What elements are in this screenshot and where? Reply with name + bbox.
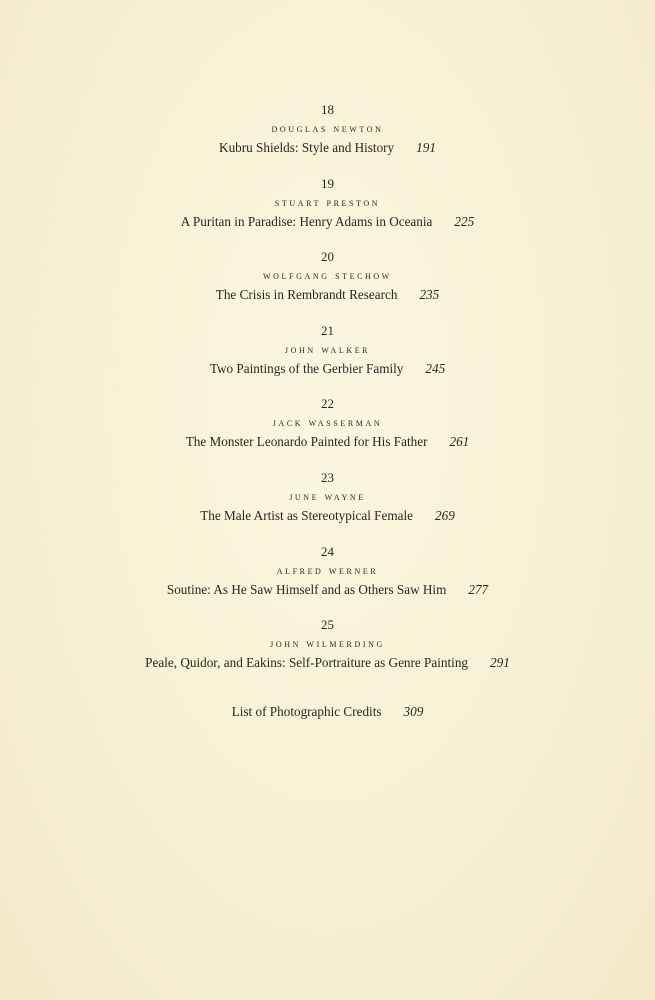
page-number: 245 — [425, 360, 446, 376]
chapter-title: Peale, Quidor, and Eakins: Self-Portraiture as Genre Painting — [145, 655, 469, 671]
page-number: 191 — [416, 140, 436, 155]
toc-entry — [0, 247, 655, 321]
toc-entry — [0, 100, 655, 174]
toc-entry — [0, 174, 655, 248]
toc-entry — [0, 542, 655, 616]
chapter-title: The Crisis in Rembrandt Research — [215, 287, 398, 303]
chapter-number: 21 — [321, 322, 334, 338]
chapter-title-line — [0, 506, 655, 526]
author-name: john walker — [284, 343, 371, 356]
author-name: douglas newton — [271, 123, 384, 135]
chapter-number: 25 — [321, 617, 334, 633]
chapter-title: Kubru Shields: Style and History — [219, 140, 395, 155]
chapter-title: A Puritan in Paradise: Henry Adams in Oceania — [180, 213, 433, 229]
chapter-number: 19 — [321, 175, 334, 191]
toc-entry — [0, 394, 655, 468]
chapter-title: Two Paintings of the Gerbier Family — [209, 360, 404, 376]
chapter-title: Soutine: As He Saw Himself and as Others Saw Him — [166, 581, 447, 597]
toc-entry — [0, 321, 655, 395]
author-name: alfred werner — [276, 564, 379, 577]
page-number: 235 — [419, 287, 440, 303]
author-name: stuart preston — [274, 196, 381, 209]
chapter-title-line — [0, 432, 655, 452]
credits-line — [0, 702, 655, 722]
chapter-title-line — [0, 653, 655, 673]
author-name: jack wasserman — [272, 417, 383, 430]
chapter-title: The Monster Leonardo Painted for His Father — [185, 434, 428, 450]
table-of-contents — [0, 100, 655, 689]
toc-entry — [0, 615, 655, 689]
credits-page-number: 309 — [403, 704, 424, 719]
author-name: wolfgang stechow — [263, 270, 392, 283]
chapter-title-line — [0, 212, 655, 232]
chapter-number: 20 — [321, 249, 334, 265]
credits-title: List of Photographic Credits — [231, 704, 382, 719]
chapter-number: 18 — [321, 102, 334, 117]
page-number: 225 — [454, 213, 475, 229]
chapter-number: 23 — [321, 469, 334, 485]
chapter-title-line — [0, 580, 655, 600]
author-name: june wayne — [289, 490, 366, 503]
page-number: 261 — [449, 434, 470, 450]
page-number: 291 — [490, 655, 510, 671]
chapter-title: The Male Artist as Stereotypical Female — [200, 507, 413, 523]
chapter-number: 22 — [321, 396, 334, 412]
chapter-title-line — [0, 138, 655, 158]
page-number: 269 — [435, 507, 455, 523]
chapter-number: 24 — [321, 543, 334, 559]
chapter-title-line — [0, 359, 655, 379]
chapter-title-line — [0, 285, 655, 305]
page-number: 277 — [468, 581, 489, 597]
author-name: john wilmerding — [270, 638, 385, 651]
toc-entry — [0, 468, 655, 542]
